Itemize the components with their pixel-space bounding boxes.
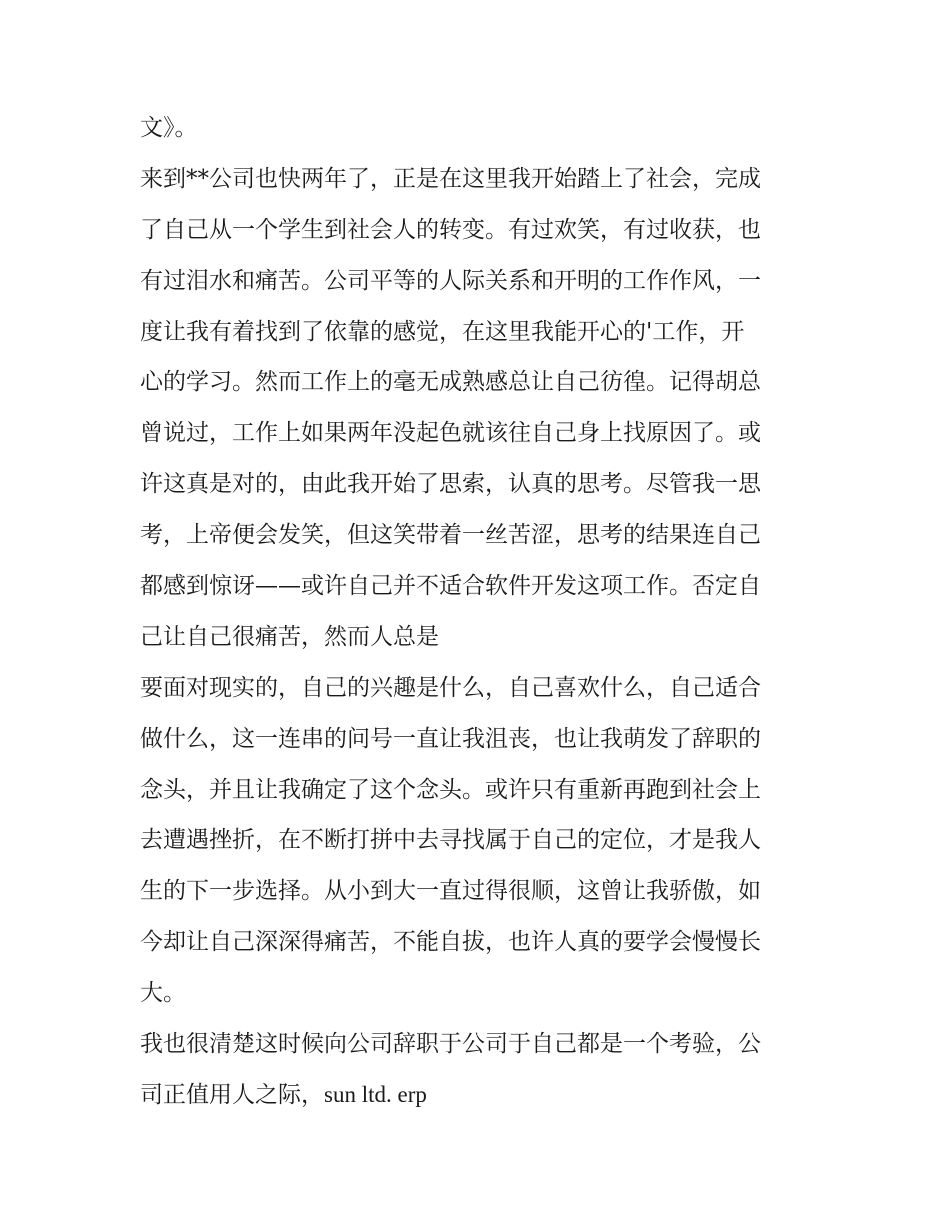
text-line: 心的学习。然而工作上的毫无成熟感总让自己彷徨。记得胡总 [140,369,761,396]
text-line: 己让自己很痛苦，然而人总是 [140,623,439,650]
text-line: 司正值用人之际，sun ltd. erp [140,1081,427,1107]
text-line: 去遭遇挫折，在不断打拼中去寻找属于自己的定位，才是我人 [140,827,761,854]
text-line: 大。 [140,980,186,1007]
text-line: 了自己从一个学生到社会人的转变。有过欢笑，有过收获，也 [140,216,761,243]
text-line: 曾说过，工作上如果两年没起色就该往自己身上找原因了。或 [140,420,761,447]
paragraph-2 [140,154,820,663]
paragraph-1 [140,103,820,154]
paragraph-4 [140,1019,820,1121]
text-line: 做什么，这一连串的问号一直让我沮丧，也让我萌发了辞职的 [140,725,761,752]
text-line: 念头，并且让我确定了这个念头。或许只有重新再跑到社会上 [140,776,761,803]
text-line: 今却让自己深深得痛苦，不能自拔，也许人真的要学会慢慢长 [140,929,761,956]
text-line: 要面对现实的，自己的兴趣是什么，自己喜欢什么，自己适合 [140,674,761,701]
text-line: 度让我有着找到了依靠的感觉，在这里我能开心的'工作，开 [140,318,745,345]
text-line: 有过泪水和痛苦。公司平等的人际关系和开明的工作作风，一 [140,267,761,294]
text-line: 许这真是对的，由此我开始了思索，认真的思考。尽管我一思 [140,471,761,498]
text-line: 生的下一步选择。从小到大一直过得很顺，这曾让我骄傲，如 [140,878,761,905]
paragraph-3 [140,663,820,1019]
text-line: 考，上帝便会发笑，但这笑带着一丝苦涩，思考的结果连自己 [140,522,761,549]
text-line: 都感到惊讶——或许自己并不适合软件开发这项工作。否定自 [140,573,761,600]
text-line: 来到**公司也快两年了，正是在这里我开始踏上了社会，完成 [140,165,761,192]
text-line: 我也很清楚这时候向公司辞职于公司于自己都是一个考验，公 [140,1031,761,1058]
document-body [140,103,820,1121]
text-line: 文》。 [140,115,198,141]
